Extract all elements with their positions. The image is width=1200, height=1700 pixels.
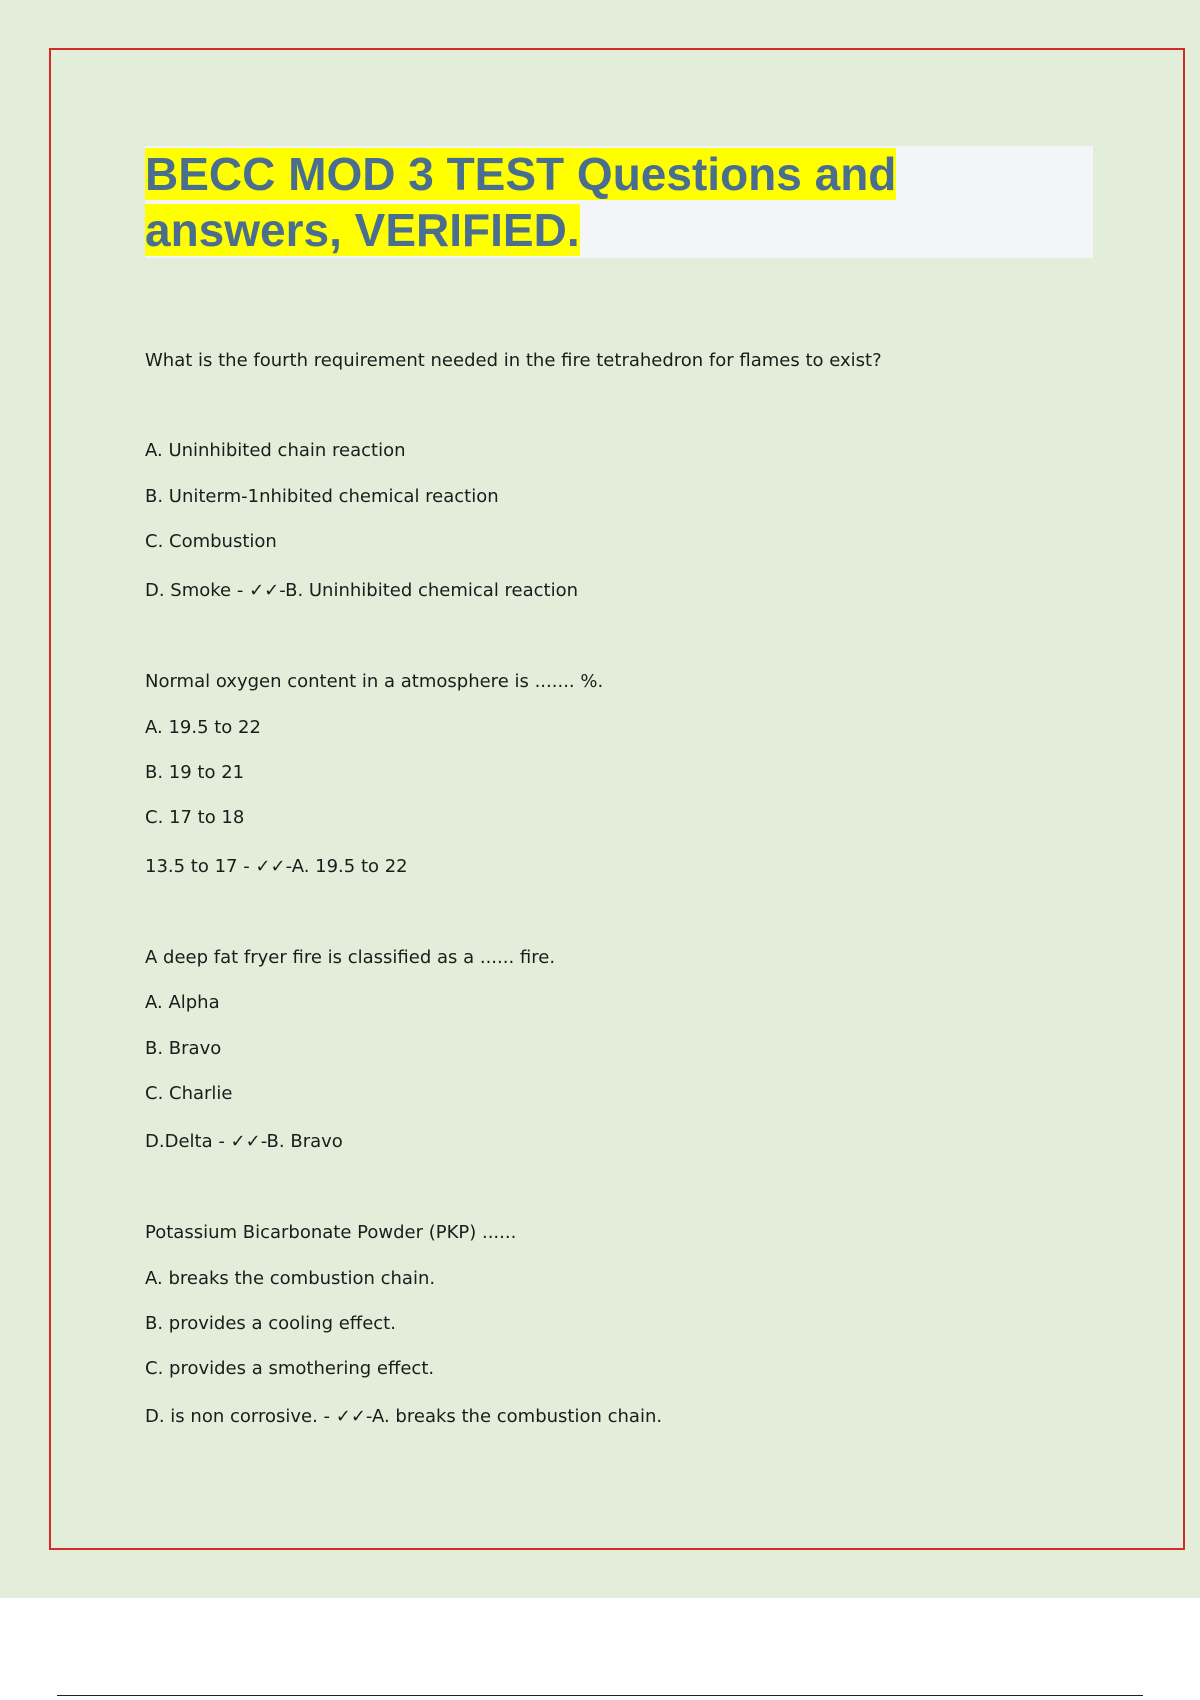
question-3-option-b: B. Bravo [145,1038,222,1059]
question-2-answer: 13.5 to 17 - ✓✓-A. 19.5 to 22 [145,856,408,877]
question-2-option-c: C. 17 to 18 [145,807,245,828]
question-3-option-c: C. Charlie [145,1083,233,1104]
question-3-prompt: A deep fat fryer fire is classified as a ...... fire. [145,947,556,968]
question-4-option-b: B. provides a cooling effect. [145,1313,396,1334]
question-1-prompt: What is the fourth requirement needed in the fire tetrahedron for flames to exist? [145,350,882,371]
question-1-option-c: C. Combustion [145,531,277,552]
question-3-option-a: A. Alpha [145,992,220,1013]
question-4-option-a: A. breaks the combustion chain. [145,1268,436,1289]
question-2-option-a: A. 19.5 to 22 [145,717,261,738]
title-line-2: answers, VERIFIED. [145,204,580,256]
title-line-1: BECC MOD 3 TEST Questions and [145,148,897,200]
footer-divider [57,1695,1143,1696]
question-1-option-a: A. Uninhibited chain reaction [145,440,406,461]
question-3-answer: D.Delta - ✓✓-B. Bravo [145,1131,343,1152]
question-1-option-b: B. Uniterm-1nhibited chemical reaction [145,486,499,507]
question-4-option-c: C. provides a smothering effect. [145,1358,435,1379]
question-2-option-b: B. 19 to 21 [145,762,245,783]
document-title [145,146,1005,258]
question-2-prompt: Normal oxygen content in a atmosphere is ....... %. [145,671,604,692]
question-4-prompt: Potassium Bicarbonate Powder (PKP) ...... [145,1222,517,1243]
question-1-answer: D. Smoke - ✓✓-B. Uninhibited chemical reaction [145,580,579,601]
question-4-answer: D. is non corrosive. - ✓✓-A. breaks the combustion chain. [145,1406,663,1427]
